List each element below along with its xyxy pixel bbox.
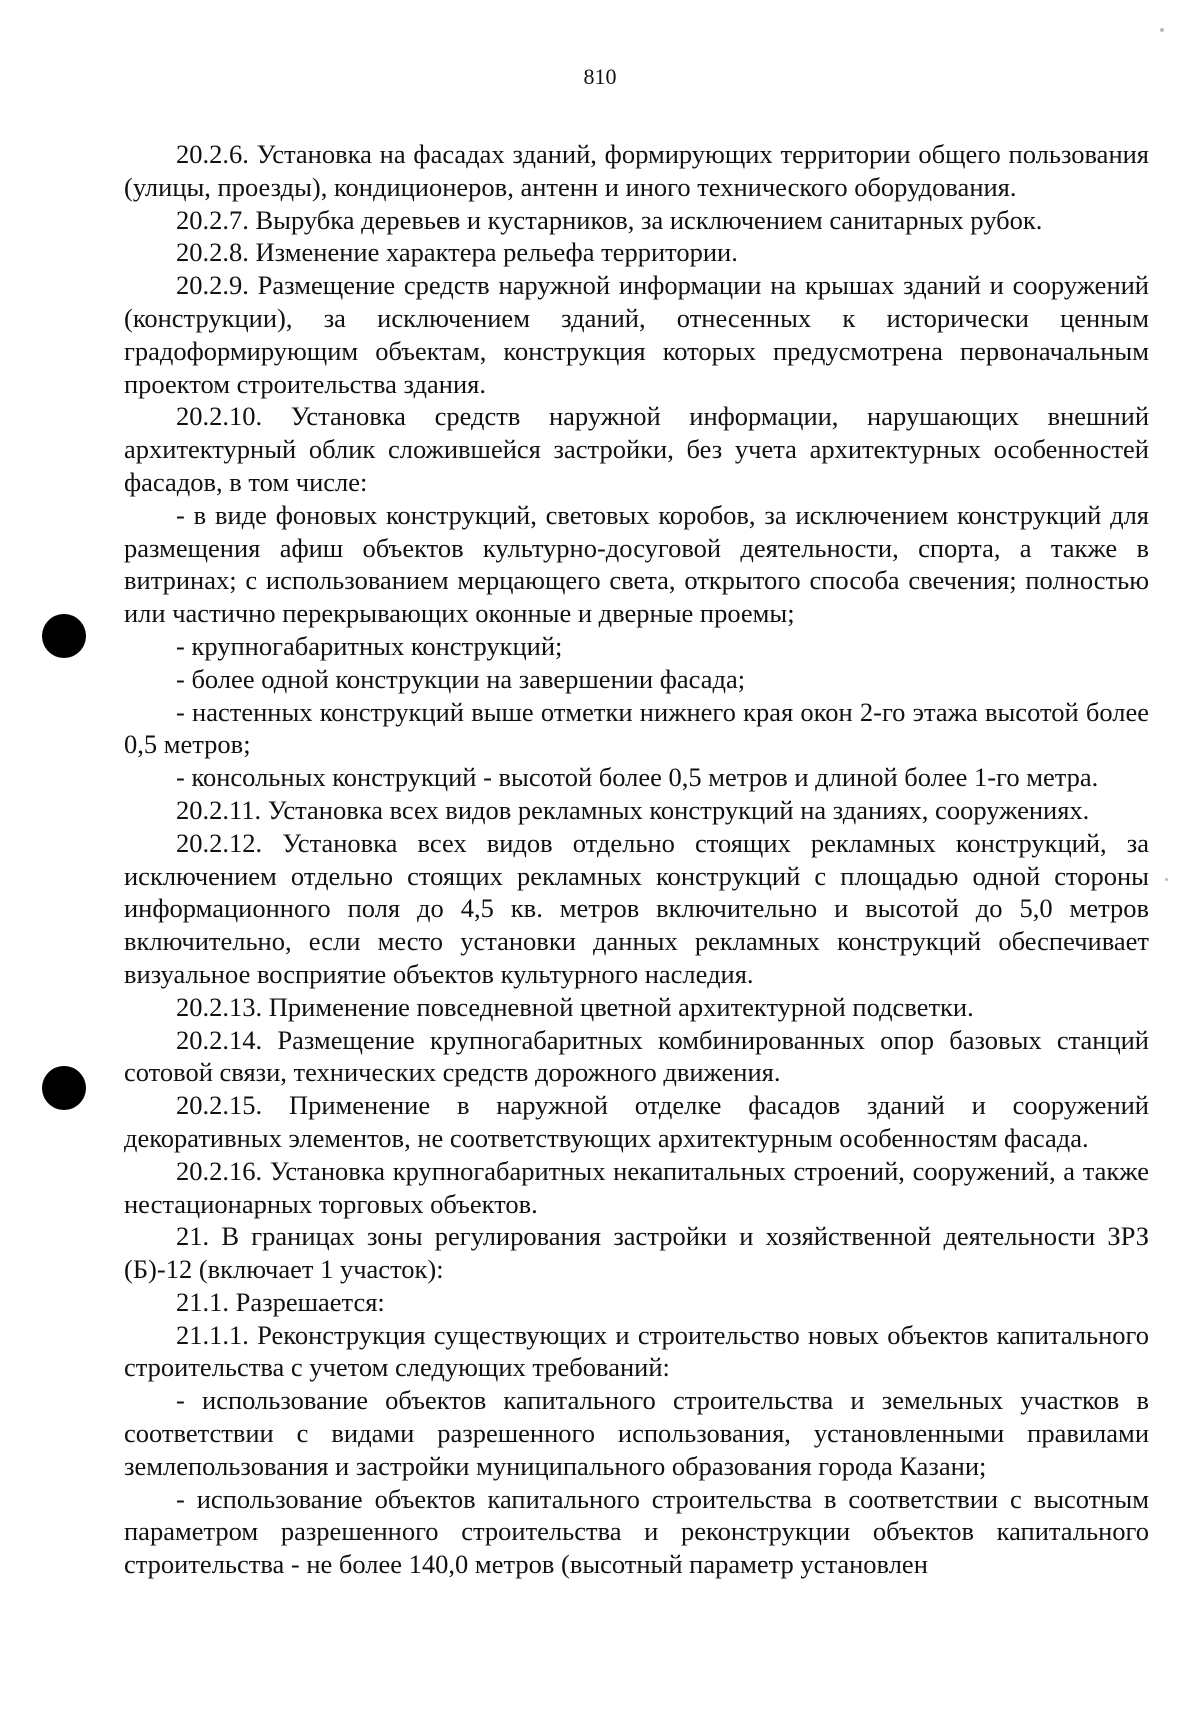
list-item: - в виде фоновых конструкций, световых коробов, за исключением конструкций для размещения афиш объектов культурно-досуговой деятельности, спорта, а также в витринах; с использованием мерцающего света, открытого способа свечения; полностью или частично перекрывающих оконные и дверные проемы; [124, 499, 1149, 629]
page-number: 810 [583, 64, 617, 89]
paragraph-21-1-1: 21.1.1. Реконструкция существующих и строительство новых объектов капитального строительства с учетом следующих требований: [124, 1319, 1149, 1383]
paragraph-20-2-8: 20.2.8. Изменение характера рельефа территории. [176, 237, 738, 268]
paragraph-20-2-6: 20.2.6. Установка на фасадах зданий, формирующих территории общего пользования (улицы, проезды), кондиционеров, антенн и иного технического оборудования. [124, 139, 1149, 202]
scan-speck [1165, 878, 1168, 881]
paragraph-20-2-7: 20.2.7. Вырубка деревьев и кустарников, за исключением санитарных рубок. [176, 204, 1043, 235]
list-item: - более одной конструкции на завершении фасада; [176, 663, 746, 694]
paragraph-20-2-16: 20.2.16. Установка крупногабаритных некапитальных строений, сооружений, а также нестационарных торговых объектов. [124, 1155, 1149, 1219]
punch-hole-bottom [42, 1066, 86, 1110]
document-body [124, 138, 1149, 1581]
list-item: - крупногабаритных конструкций; [176, 630, 563, 661]
list-item: - использование объектов капитального строительства в соответствии с высотным параметром разрешенного строительства и реконструкции объектов капитального строительства - не более 140,0 метров (высотный параметр установлен [124, 1483, 1149, 1580]
paragraph-20-2-11: 20.2.11. Установка всех видов рекламных конструкций на зданиях, сооружениях. [176, 794, 1090, 825]
paragraph-20-2-9: 20.2.9. Размещение средств наружной информации на крышах зданий и сооружений (конструкции), за исключением зданий, отнесенных к исторически ценным градоформирующим объектам, конструкция которых предусмотрена первоначальным проектом строительства здания. [124, 270, 1149, 399]
list-item: - использование объектов капитального строительства и земельных участков в соответствии с видами разрешенного использования, установленными правилами землепользования и застройки муниципального образования города Казани; [124, 1385, 1149, 1481]
paragraph-21: 21. В границах зоны регулирования застройки и хозяйственной деятельности ЗРЗ (Б)-12 (включает 1 участок): [124, 1221, 1149, 1285]
paragraph-20-2-12: 20.2.12. Установка всех видов отдельно стоящих рекламных конструкций, за исключением отдельно стоящих рекламных конструкций с площадью одной стороны информационного поля до 4,5 кв. метров включительно и высотой до 5,0 метров включительно, если место установки данных рекламных конструкций обеспечивает визуальное восприятие объектов культурного наследия. [124, 827, 1149, 989]
paragraph-21-1: 21.1. Разрешается: [176, 1286, 385, 1317]
list-item: - настенных конструкций выше отметки нижнего края окон 2-го этажа высотой более 0,5 метров; [124, 696, 1149, 760]
paragraph-20-2-13: 20.2.13. Применение повседневной цветной архитектурной подсветки. [176, 991, 974, 1022]
scan-speck [1160, 28, 1164, 32]
paragraph-20-2-15: 20.2.15. Применение в наружной отделке фасадов зданий и сооружений декоративных элементов, не соответствующих архитектурным особенностям фасада. [124, 1090, 1149, 1153]
paragraph-20-2-10: 20.2.10. Установка средств наружной информации, нарушающих внешний архитектурный облик сложившейся застройки, без учета архитектурных особенностей фасадов, в том числе: [124, 401, 1149, 497]
punch-hole-top [42, 614, 86, 658]
list-item: - консольных конструкций - высотой более 0,5 метров и длиной более 1-го метра. [176, 762, 1099, 793]
paragraph-20-2-14: 20.2.14. Размещение крупногабаритных комбинированных опор базовых станций сотовой связи, технических средств дорожного движения. [124, 1024, 1149, 1088]
